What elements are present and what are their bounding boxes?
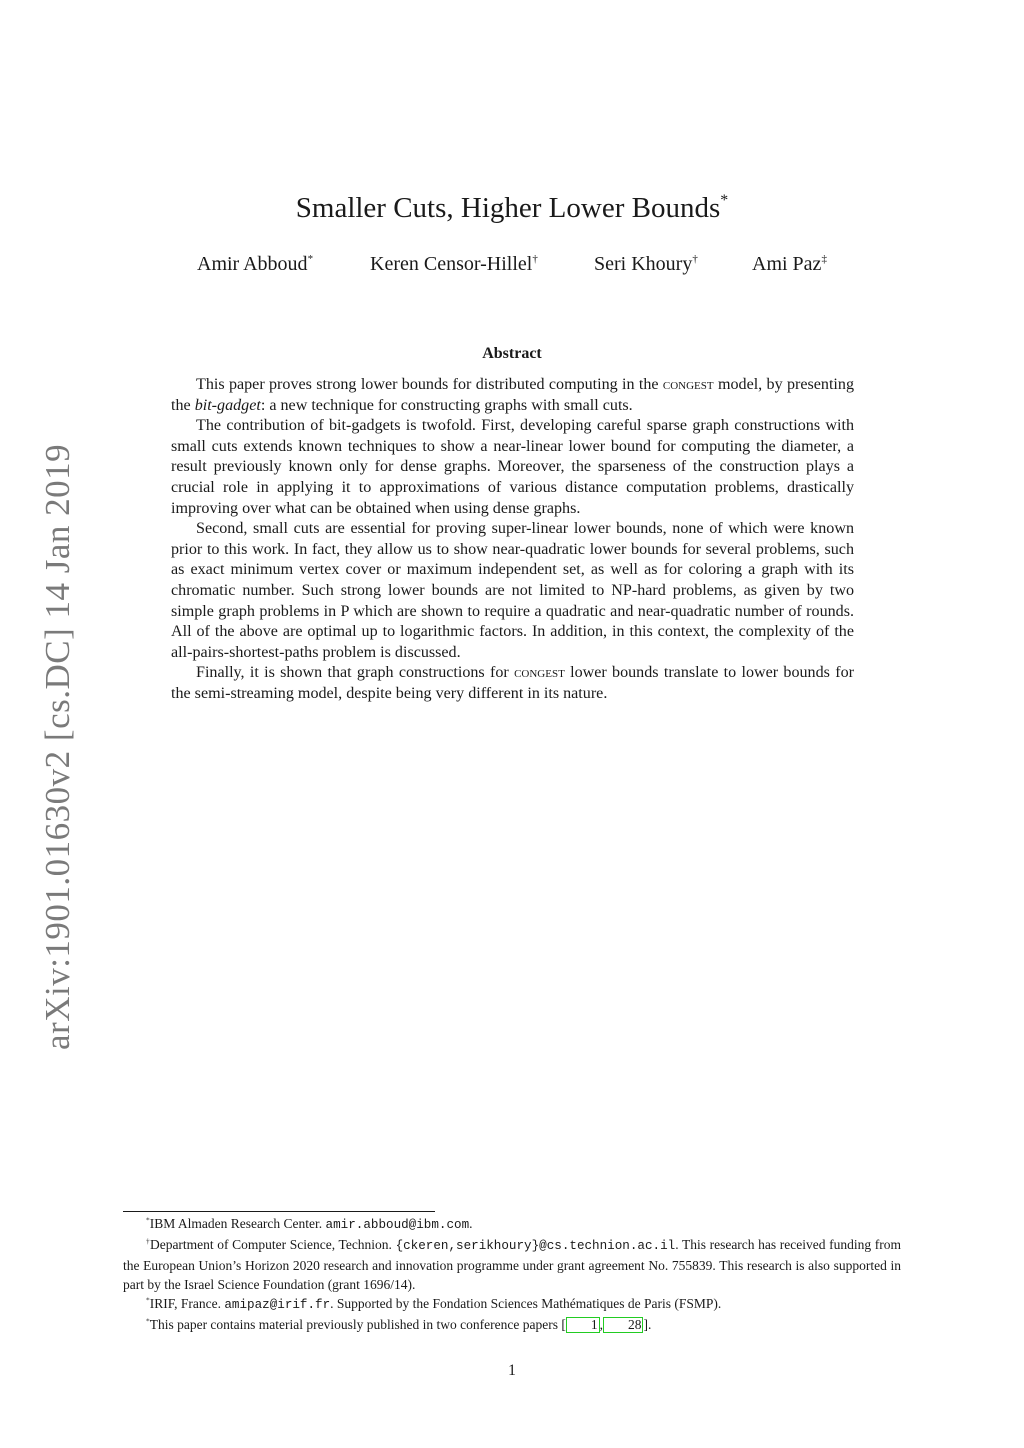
citation-link-1[interactable]: 1	[566, 1317, 600, 1333]
email-link-technion[interactable]: {ckeren,serikhoury}@cs.technion.ac.il	[395, 1239, 676, 1253]
author-paz: Ami Paz‡	[752, 252, 827, 275]
author-khoury: Seri Khoury†	[594, 252, 698, 275]
author-abboud: Amir Abboud*	[197, 252, 314, 275]
arxiv-stamp: arXiv:1901.01630v2 [cs.DC] 14 Jan 2019	[38, 443, 77, 1050]
email-link-abboud[interactable]: amir.abboud@ibm.com	[325, 1218, 470, 1232]
title-footnote-mark: *	[720, 192, 729, 210]
footnote-rule	[123, 1211, 435, 1212]
footnote-4: *This paper contains material previously published in two conference papers [ 1 , 28 ].	[146, 1316, 652, 1332]
footnotes	[123, 1214, 901, 1334]
footnote-2: †Department of Computer Science, Technion. {ckeren,serikhoury}@cs.technion.ac.il. This research has received funding from the European Union’s Horizon 2020 research and innovation programme under grant agreement No. 755839. This research is also supported in part by the Israel Science Foundation (grant 1696/14).	[123, 1236, 901, 1292]
abstract-heading: Abstract	[482, 345, 542, 362]
page-number: 1	[508, 1362, 516, 1379]
abstract-paragraph-2: The contribution of bit-gadgets is twofold. First, developing careful sparse graph constructions with small cuts extends known techniques to show a near-linear lower bound for computing the diameter, a result previously known only for dense graphs. Moreover, the sparseness of the construction plays a crucial role in applying it to approximations of various distance computation problems, drastically improving over what can be obtained when using dense graphs.	[171, 417, 854, 517]
author-censor-hillel: Keren Censor-Hillel†	[370, 252, 538, 275]
footnote-1: *IBM Almaden Research Center. amir.abboud@ibm.com.	[146, 1215, 473, 1232]
paper-title: Smaller Cuts, Higher Lower Bounds*	[295, 192, 729, 224]
citation-link-28[interactable]: 28	[603, 1317, 644, 1333]
abstract-paragraph-1: This paper proves strong lower bounds for distributed computing in the congest model, by presenting the bit-gadget: a new technique for constructing graphs with small cuts.	[171, 376, 854, 414]
author-list	[0, 250, 1024, 278]
abstract-body	[171, 375, 854, 705]
footnote-3: *IRIF, France. amipaz@irif.fr. Supported by the Fondation Sciences Mathématiques de Paris (FSMP).	[146, 1295, 722, 1312]
email-link-paz[interactable]: amipaz@irif.fr	[224, 1298, 331, 1312]
abstract-paragraph-4: Finally, it is shown that graph constructions for congest lower bounds translate to lower bounds for the semi-streaming model, despite being very different in its nature.	[171, 664, 854, 702]
abstract-paragraph-3: Second, small cuts are essential for proving super-linear lower bounds, none of which were known prior to this work. In fact, they allow us to show near-quadratic lower bounds for several problems, such as exact minimum vertex cover or maximum independent set, as well as for coloring a graph with its chromatic number. Such strong lower bounds are not limited to NP-hard problems, as given by two simple graph problems in P which are shown to require a quadratic and near-quadratic number of rounds. All of the above are optimal up to logarithmic factors. In addition, in this context, the complexity of the all-pairs-shortest-paths problem is discussed.	[171, 520, 854, 661]
